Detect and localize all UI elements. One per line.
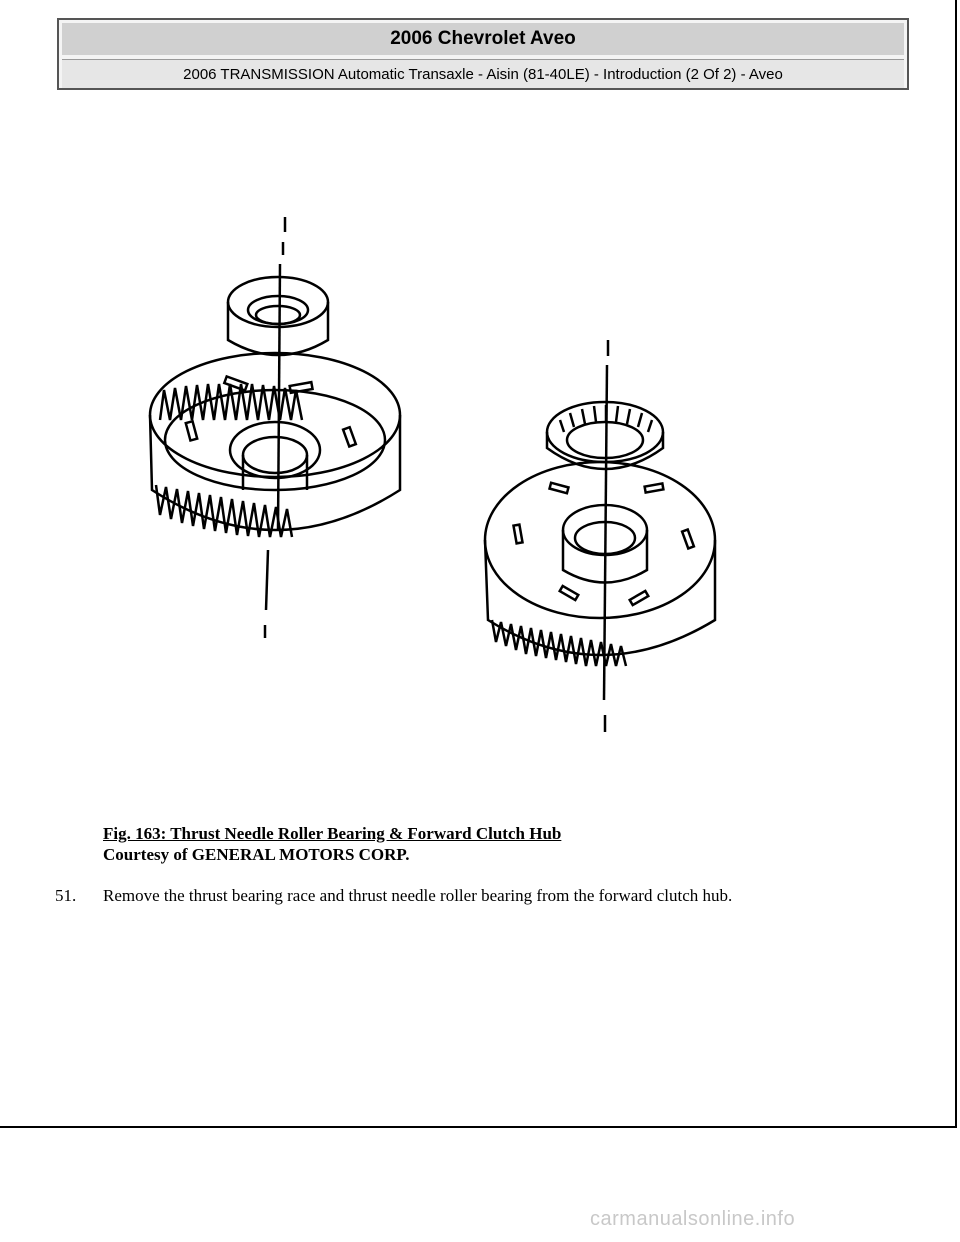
step-number: 51. <box>55 886 77 905</box>
procedure-step <box>55 885 732 906</box>
header-subtitle: 2006 TRANSMISSION Automatic Transaxle - Aisin (81-40LE) - Introduction (2 Of 2) - Aveo <box>62 59 904 88</box>
document-header <box>57 18 909 90</box>
thrust-bearing-race <box>228 277 328 355</box>
forward-clutch-drum <box>150 353 400 537</box>
clutch-hub-diagram <box>120 200 760 740</box>
centerline-left-lower <box>266 550 268 610</box>
header-title: 2006 Chevrolet Aveo <box>62 23 904 55</box>
step-text: Remove the thrust bearing race and thrust needle roller bearing from the forward clutch hub. <box>103 886 733 905</box>
forward-clutch-hub <box>485 462 715 666</box>
figure-courtesy: Courtesy of GENERAL MOTORS CORP. <box>103 845 410 864</box>
page-bottom-margin <box>0 1130 960 1242</box>
watermark-text: carmanualsonline.info <box>590 1208 796 1230</box>
exploded-view-illustration <box>120 200 760 740</box>
thrust-needle-roller-bearing <box>547 402 663 469</box>
figure-caption <box>103 823 561 865</box>
figure-title: Fig. 163: Thrust Needle Roller Bearing & Forward Clutch Hub <box>103 824 562 843</box>
